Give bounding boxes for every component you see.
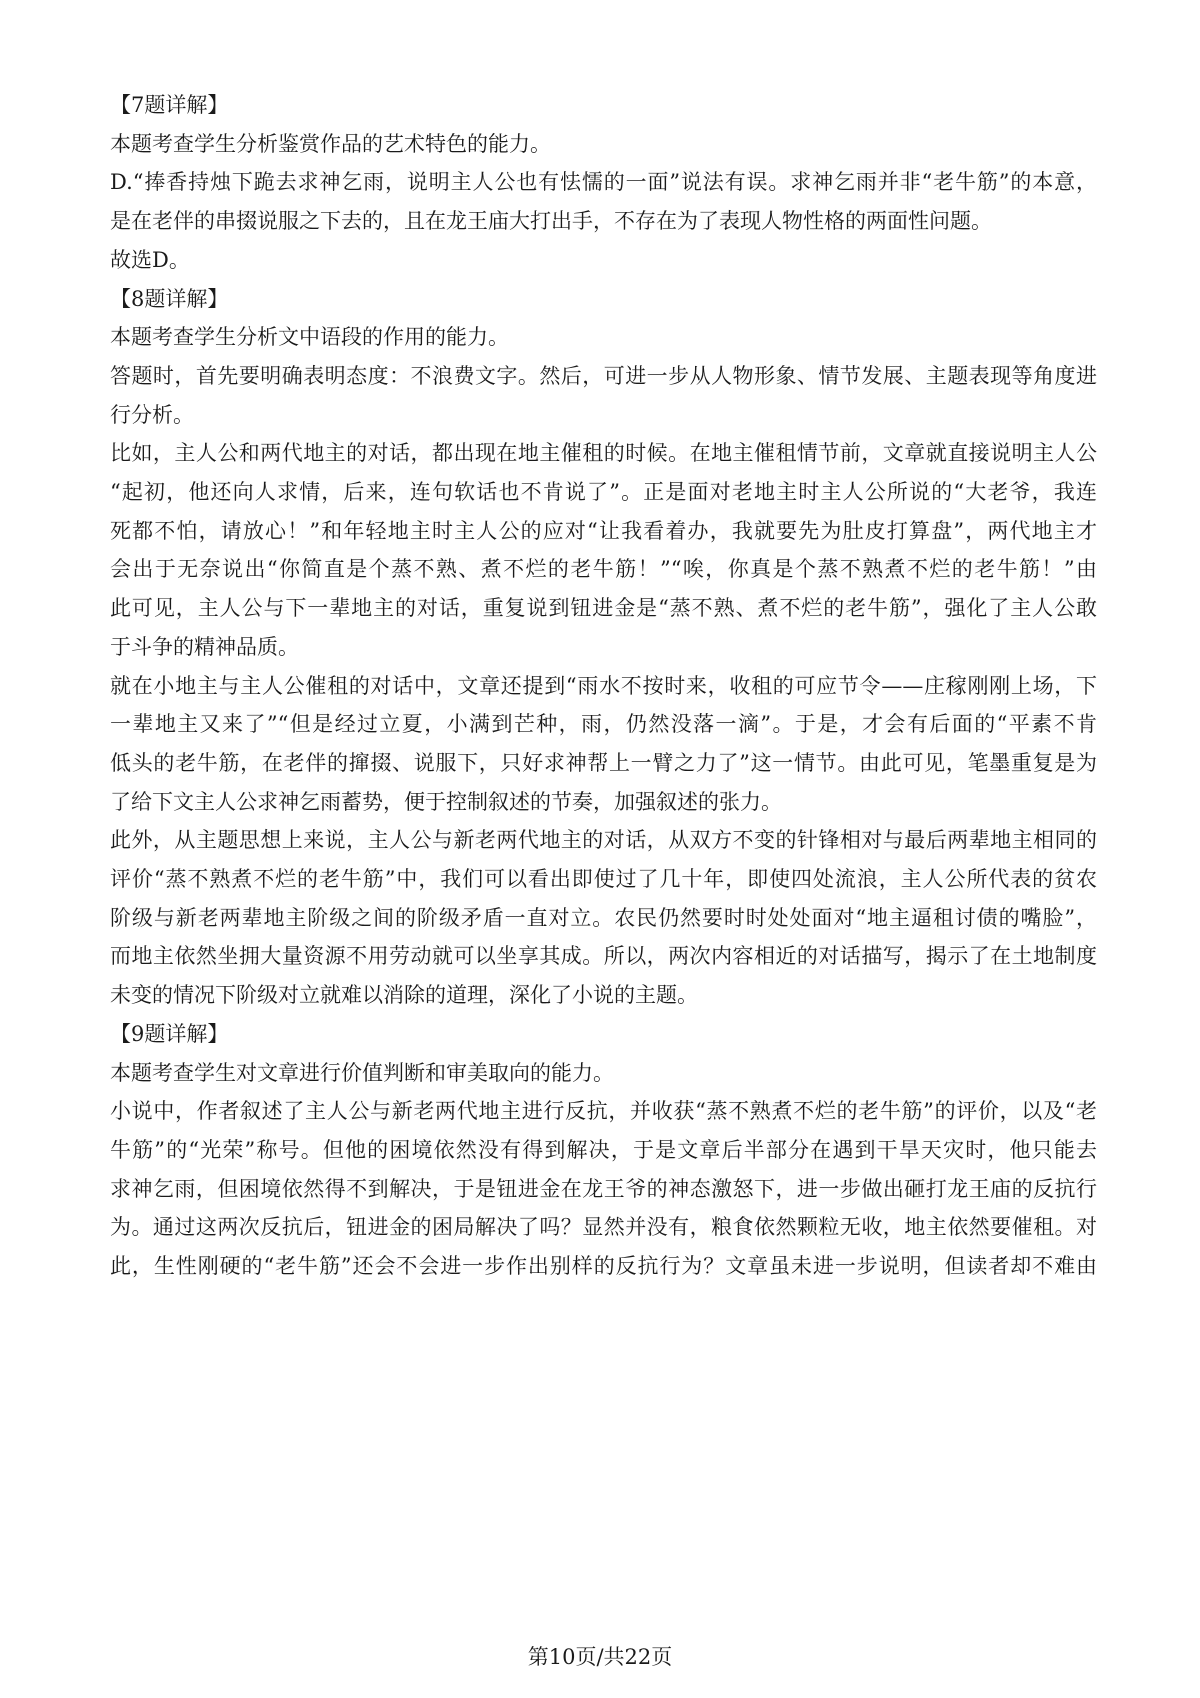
text-line: 是在老伴的串掇说服之下去的，且在龙王庙大打出手，不存在为了表现人物性格的两面性问题。 — [110, 209, 992, 234]
text-line: 本题考查学生分析文中语段的作用的能力。 — [110, 325, 509, 350]
text-line: 会出于无奈说出“你简直是个蒸不熟、煮不烂的老牛筋！”“唉，你真是个蒸不熟煮不烂的老牛筋！”由 — [110, 557, 1097, 582]
text-line: 为。通过这两次反抗后，钮进金的困局解决了吗？显然并没有，粮食依然颗粒无收，地主依然要催租。对 — [110, 1215, 1097, 1240]
text-line: 阶级与新老两辈地主阶级之间的阶级矛盾一直对立。农民仍然要时时处处面对“地主逼租讨债的嘴脸”， — [110, 905, 1097, 930]
text-line: 故选D。 — [110, 247, 190, 272]
text-line: D.“捧香持烛下跪去求神乞雨，说明主人公也有怯懦的一面”说法有误。求神乞雨并非“老牛筋”的本意， — [110, 170, 1097, 195]
section-9 — [110, 1015, 1097, 1286]
text-line: 一辈地主又来了”“但是经过立夏，小满到芒种，雨，仍然没落一滴”。于是，才会有后面的“平素不肯 — [110, 712, 1097, 737]
text-line: 死都不怕，请放心！”和年轻地主时主人公的应对“让我看着办，我就要先为肚皮打算盘”，两代地主才 — [110, 518, 1097, 543]
text-line: 评价“蒸不熟煮不烂的老牛筋”中，我们可以看出即使过了几十年，即使四处流浪，主人公所代表的贫农 — [110, 867, 1097, 892]
document-page — [110, 86, 1097, 1286]
text-line: 就在小地主与主人公催租的对话中，文章还提到“雨水不按时来，收租的可应节令——庄稼刚刚上场，下 — [110, 673, 1097, 698]
text-line: 低头的老牛筋，在老伴的撺掇、说服下，只好求神帮上一臂之力了”这一情节。由此可见，笔墨重复是为 — [110, 750, 1097, 775]
text-line: 牛筋”的“光荣”称号。但他的困境依然没有得到解决，于是文章后半部分在遇到干旱天灾时，他只能去 — [110, 1137, 1097, 1162]
text-line: 了给下文主人公求神乞雨蓄势，便于控制叙述的节奏，加强叙述的张力。 — [110, 789, 782, 814]
page-number-footer: 第10页/共22页 — [527, 1645, 673, 1669]
paragraph — [110, 357, 1097, 434]
text-line: 答题时，首先要明确表明态度：不浪费文字。然后，可进一步从人物形象、情节发展、主题表现等角度进 — [110, 363, 1097, 388]
text-line: 行分析。 — [110, 402, 194, 427]
paragraph — [110, 667, 1097, 822]
paragraph — [110, 241, 1097, 280]
section-7 — [110, 86, 1097, 280]
paragraph — [110, 1092, 1097, 1286]
text-line: 小说中，作者叙述了主人公与新老两代地主进行反抗，并收获“蒸不熟煮不烂的老牛筋”的评价，以及“老 — [110, 1099, 1097, 1124]
text-line: 此可见，主人公与下一辈地主的对话，重复说到钮进金是“蒸不熟、煮不烂的老牛筋”，强化了主人公敢 — [110, 596, 1097, 621]
section-heading: 【9题详解】 — [110, 1021, 229, 1046]
text-line: 比如，主人公和两代地主的对话，都出现在地主催租的时候。在地主催租情节前，文章就直接说明主人公 — [110, 441, 1097, 466]
paragraph — [110, 821, 1097, 1015]
text-line: 于斗争的精神品质。 — [110, 634, 299, 659]
text-line: “起初，他还向人求情，后来，连句软话也不肯说了”。正是面对老地主时主人公所说的“大老爷，我连 — [110, 480, 1097, 505]
paragraph — [110, 318, 1097, 357]
text-line: 本题考查学生对文章进行价值判断和审美取向的能力。 — [110, 1060, 614, 1085]
paragraph — [110, 163, 1097, 240]
text-line: 本题考查学生分析鉴赏作品的艺术特色的能力。 — [110, 131, 551, 156]
section-8 — [110, 280, 1097, 1015]
paragraph — [110, 125, 1097, 164]
paragraph — [110, 1054, 1097, 1093]
text-line: 此外，从主题思想上来说，主人公与新老两代地主的对话，从双方不变的针锋相对与最后两辈地主相同的 — [110, 828, 1097, 853]
text-line: 而地主依然坐拥大量资源不用劳动就可以坐享其成。所以，两次内容相近的对话描写，揭示了在土地制度 — [110, 944, 1097, 969]
text-line: 此，生性刚硬的“老牛筋”还会不会进一步作出别样的反抗行为？文章虽未进一步说明，但读者却不难由 — [110, 1254, 1097, 1279]
text-line: 求神乞雨，但困境依然得不到解决，于是钮进金在龙王爷的神态激怒下，进一步做出砸打龙王庙的反抗行 — [110, 1176, 1097, 1201]
section-heading: 【8题详解】 — [110, 286, 229, 311]
text-line: 未变的情况下阶级对立就难以消除的道理，深化了小说的主题。 — [110, 983, 698, 1008]
paragraph — [110, 434, 1097, 666]
section-heading: 【7题详解】 — [110, 93, 229, 117]
